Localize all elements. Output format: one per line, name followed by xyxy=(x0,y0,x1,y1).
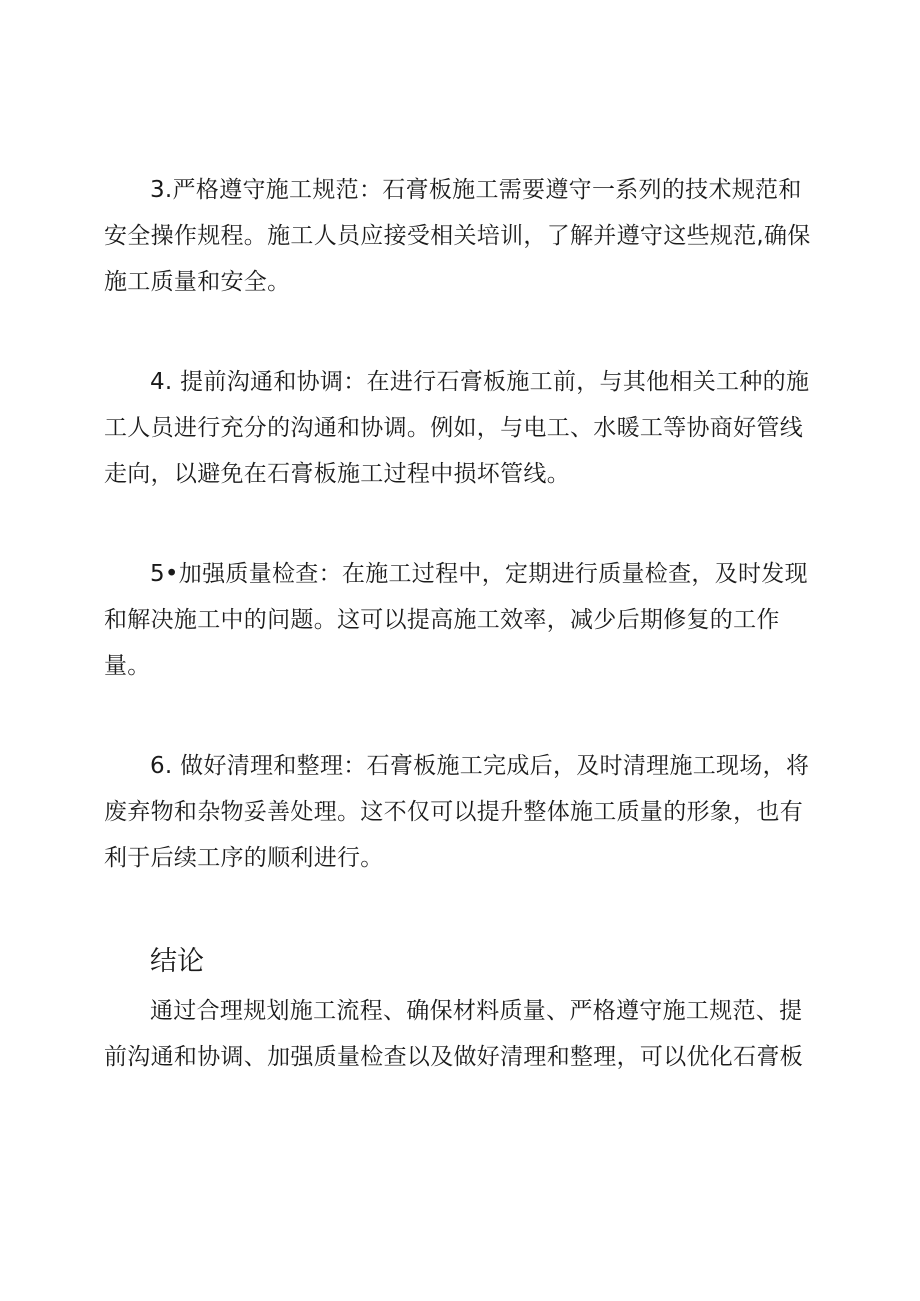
conclusion-heading: 结论 xyxy=(150,946,204,977)
paragraph-item-3: 3.严格遵守施工规范：石膏板施工需要遵守一系列的技术规范和安全操作规程。施工人员应接受相关培训，了解并遵守这些规范,确保施工质量和安全。 xyxy=(104,177,811,295)
paragraph-item-6: 6. 做好清理和整理：石膏板施工完成后，及时清理施工现场，将废弃物和杂物妥善处理。这不仅可以提升整体施工质量的形象，也有利于后续工序的顺利进行。 xyxy=(104,753,810,871)
paragraph-item-4: 4. 提前沟通和协调：在进行石膏板施工前，与其他相关工种的施工人员进行充分的沟通和协调。例如，与电工、水暖工等协商好管线走向，以避免在石膏板施工过程中损坏管线。 xyxy=(104,369,810,487)
conclusion-paragraph: 通过合理规划施工流程、确保材料质量、严格遵守施工规范、提前沟通和协调、加强质量检查以及做好清理和整理，可以优化石膏板 xyxy=(104,998,803,1070)
paragraph-item-5: 5•加强质量检查：在施工过程中，定期进行质量检查，及时发现和解决施工中的问题。这可以提高施工效率，减少后期修复的工作量。 xyxy=(104,561,808,679)
